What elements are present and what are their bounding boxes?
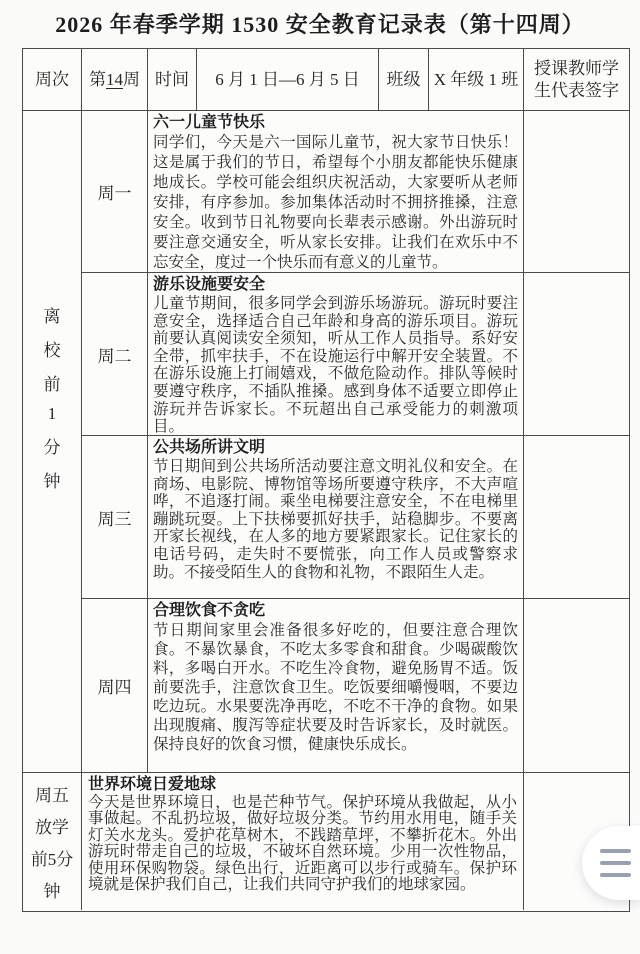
- section-body-friday: 今天是世界环境日，也是芒种节气。保护环境从我做起，从小事做起。不乱扔垃圾，做好垃圾分类。节约用水用电，随手关灯关水龙头。爱护花草树木，不践踏草坪，不攀折花木。外出游玩时带走自己的垃圾，不破坏自然环境。少用一次性物品，使用环保购物袋。绿色出行，近距离可以步行或骑车。保护环境就是保护我们自己，让我们共同守护我们的地球家园。: [88, 794, 517, 894]
- friday-label-line: 前5分: [30, 850, 74, 869]
- left-label-char: 分: [43, 437, 61, 457]
- left-label-char: 钟: [43, 471, 61, 491]
- signature-cell-thursday: [524, 599, 629, 773]
- day-label-tuesday: 周二: [82, 273, 148, 436]
- left-label-char: 前: [43, 374, 61, 394]
- signature-cell-monday: [524, 111, 629, 273]
- header-signer-label: 授课教师学生代表签字: [524, 49, 629, 111]
- friday-label-line: 周五: [35, 786, 69, 805]
- content-tuesday: [148, 273, 524, 436]
- friday-label-line: 钟: [43, 882, 61, 901]
- left-label-char: 1: [47, 403, 57, 423]
- week-number: 14: [106, 69, 123, 89]
- section-title-friday: 世界环境日爱地球: [88, 776, 217, 793]
- section-title-thursday: 合理饮食不贪吃: [153, 602, 266, 619]
- safety-education-table: [22, 48, 630, 912]
- section-body-thursday: 节日期间家里会准备很多好吃的，但要注意合理饮食。不暴饮暴食，不吃太多零食和甜食。少喝碳酸饮料，多喝白开水。不吃生冷食物，避免肠胃不适。饭前要洗手，注意饮食卫生。吃饭要细嚼慢咽，不要边吃边玩。水果要洗净再吃，不吃不干净的食物。如果出现腹痛、腹泻等症状要及时告诉家长，及时就医。保持良好的饮食习惯，健康快乐成长。: [153, 622, 518, 753]
- content-wednesday: [148, 436, 524, 599]
- section-title-monday: 六一儿童节快乐: [153, 114, 266, 131]
- page-title: 2026 年春季学期 1530 安全教育记录表（第十四周）: [55, 12, 585, 37]
- left-merged-label-before-leaving: [23, 111, 82, 773]
- left-label-char: 离: [43, 306, 61, 326]
- header-time-label: 时间: [148, 49, 197, 111]
- hamburger-menu-icon: [592, 849, 631, 877]
- day-label-thursday: 周四: [82, 599, 148, 773]
- content-thursday: [148, 599, 524, 773]
- table-body: [23, 111, 629, 910]
- day-label-monday: 周一: [82, 111, 148, 273]
- section-body-monday: 同学们，今天是六一国际儿童节，祝大家节日快乐！这是属于我们的节日，希望每个小朋友都能快乐健康地成长。学校可能会组织庆祝活动，大家要听从老师安排，有序参加。参加集体活动时不拥挤推搡，注意安全。收到节日礼物要向长辈表示感谢。外出游玩时要注意交通安全，听从家长安排。让我们在欢乐中不忘安全，度过一个快乐而有意义的儿童节。: [153, 134, 518, 271]
- week-prefix: 第: [89, 69, 106, 89]
- header-class-value: X 年级 1 班: [429, 49, 524, 111]
- signature-cell-wednesday: [524, 436, 629, 599]
- signature-cell-tuesday: [524, 273, 629, 436]
- table-header-row: [23, 49, 629, 111]
- header-week-label: 周次: [23, 49, 82, 111]
- section-title-tuesday: 游乐设施要安全: [153, 276, 266, 293]
- section-body-wednesday: 节日期间到公共场所活动要注意文明礼仪和安全。在商场、电影院、博物馆等场所要遵守秩序，不大声喧哗，不追逐打闹。乘坐电梯要注意安全，不在电梯里蹦跳玩耍。上下扶梯要抓好扶手，站稳脚步。不要离开家长视线，在人多的地方要紧跟家长。记住家长的电话号码，走失时不要慌张，向工作人员或警察求助。不接受陌生人的食物和礼物，不跟陌生人走。: [153, 458, 518, 581]
- content-friday: [82, 773, 524, 910]
- section-title-wednesday: 公共场所讲文明: [153, 439, 266, 456]
- day-label-wednesday: 周三: [82, 436, 148, 599]
- header-class-label: 班级: [379, 49, 429, 111]
- header-week-value: [82, 49, 148, 111]
- week-suffix: 周: [123, 69, 140, 89]
- friday-label-line: 放学: [35, 818, 69, 837]
- section-body-tuesday: 儿童节期间，很多同学会到游乐场游玩。游玩时要注意安全，选择适合自己年龄和身高的游乐项目。游玩前要认真阅读安全须知，听从工作人员指导。系好安全带，抓牢扶手，不在设施运行中解开安全装置。不在游乐设施上打闹嬉戏，不做危险动作。排队等候时要遵守秩序，不插队推搡。感到身体不适要立即停止游玩并告诉家长。不玩超出自己承受能力的刺激项目。: [153, 295, 518, 436]
- header-time-value: 6 月 1 日—6 月 5 日: [197, 49, 379, 111]
- day-label-friday-before-dismissal: [23, 773, 82, 910]
- content-monday: [148, 111, 524, 273]
- left-label-char: 校: [43, 340, 61, 360]
